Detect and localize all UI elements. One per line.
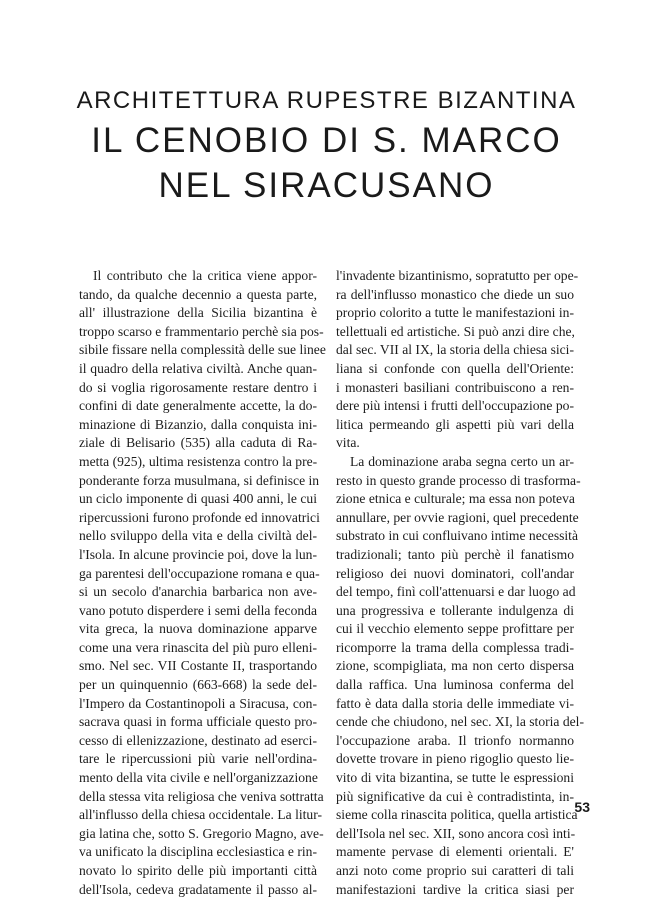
text-line: resto in questo grande processo di trasforma-: [336, 472, 581, 488]
text-line: religioso dei nuovi dominatori, coll'andar: [336, 565, 574, 581]
page-number: 53: [574, 799, 590, 815]
text-line: substrato in cui confluivano intime necessità: [336, 528, 578, 544]
text-line: cende che chiudono, nel sec. XI, la storia del-: [336, 714, 584, 730]
text-column-left: [79, 267, 326, 899]
text-line: Il contributo che la critica viene appor-: [93, 268, 317, 283]
text-line: zione, scompigliata, ma non certo dispersa: [336, 658, 574, 674]
text-line: La dominazione araba segna certo un ar-: [350, 453, 574, 469]
text-line: sacrava quasi in forma ufficiale questo pro-: [79, 714, 317, 730]
text-line: ziale di Belisario (535) alla caduta di Ra-: [79, 435, 317, 451]
text-line: il quadro della relativa civiltà. Anche quan-: [79, 360, 317, 376]
text-line: mento della vita civile e nell'organizzazione: [79, 770, 318, 786]
text-line: ga parentesi dell'occupazione romana e qua-: [79, 565, 320, 581]
text-line: novato lo spirito delle più importanti città: [79, 863, 317, 878]
text-line: dell'Isola nel sec. XII, sono ancora così inti-: [336, 825, 576, 841]
text-line: dovette trovare in pieno rigoglio questo lie-: [336, 751, 574, 767]
text-line: troppo scarso e frammentario perchè sia pos-: [79, 323, 324, 339]
text-line: tando, da qualche decennio a questa parte,: [79, 286, 317, 302]
text-line: zione etnica e culturale; ma essa non poteva: [336, 491, 575, 507]
text-line: nello sviluppo della vita e della civiltà del-: [79, 528, 317, 544]
text-line: gia latina che, sotto S. Gregorio Magno, ave-: [79, 825, 324, 841]
text-line: sibile fissare nella complessità delle sue linee: [79, 342, 326, 358]
text-line: all' illustrazione della Sicilia bizantina è: [79, 305, 317, 321]
text-line: per un quinquennio (663-668) la sede del-: [79, 677, 317, 693]
text-line: metta (925), ultima resistenza contro la pre-: [79, 453, 318, 469]
text-line: do si voglia rigorosamente restare dentro i: [79, 379, 317, 395]
text-line: tradizionali; tanto più perchè il fanatismo: [336, 546, 574, 562]
text-line: proprio colorito a tutte le manifestazioni in-: [336, 305, 574, 321]
text-line: ricomporre la trama della complessa tradi-: [336, 639, 574, 655]
text-line: l'occupazione araba. Il trionfo normanno: [336, 732, 574, 748]
text-line: manifestazioni tardive la critica siasi per: [336, 881, 574, 897]
text-line: i monasteri basiliani contribuiscono a ren-: [336, 379, 574, 395]
text-line: liana si confonde con quella dell'Oriente:: [336, 360, 574, 376]
article-kicker: ARCHITETTURA RUPESTRE BIZANTINA: [76, 87, 577, 114]
text-line: confini di date generalmente accette, la do-: [79, 398, 317, 414]
text-line: ra dell'influsso monastico che diede un suo: [336, 286, 574, 302]
text-line: l'Isola. In alcune provincie poi, dove la lun-: [79, 546, 317, 562]
text-line: si un secolo d'anarchia barbarica non ave-: [79, 584, 317, 600]
text-line: più significative da cui è contradistinta, in-: [336, 788, 574, 804]
text-line: dell'Isola, cedeva gradatamente il passo al-: [79, 881, 317, 897]
text-line: sieme colla rinascita politica, quella artistica: [336, 807, 578, 823]
text-line: smo. Nel sec. VII Costante II, trasportando: [79, 658, 317, 674]
text-line: del tempo, finì coll'attenuarsi e dar luogo ad: [336, 584, 576, 600]
text-line: una progressiva e tollerante indulgenza di: [336, 602, 574, 618]
text-line: ponderante forza musulmana, si definisce in: [79, 472, 320, 488]
text-line: cui il vecchio elemento seppe profittare per: [336, 621, 574, 637]
text-line: vita.: [336, 435, 360, 451]
text-line: dere più intensi i frutti dell'occupazione po-: [336, 398, 574, 414]
text-line: litica permeando gli aspetti più vari della: [336, 416, 574, 432]
text-line: vita greca, la nuova dominazione apparve: [79, 621, 317, 637]
article-title: [0, 118, 653, 208]
text-line: minazione di Bizanzio, dalla conquista ini-: [79, 416, 317, 432]
text-line: vano potuto disperdere i semi della feconda: [79, 602, 317, 618]
text-line: un ciclo imponente di quasi 400 anni, le cui: [79, 491, 317, 507]
text-line: dalla raffica. Una luminosa conferma del: [336, 677, 574, 693]
text-line: l'invadente bizantinismo, sopratutto per ope-: [336, 268, 579, 283]
text-line: ripercussioni furono profonde ed innovatrici: [79, 509, 320, 525]
text-line: dal sec. VII al IX, la storia della chiesa sici-: [336, 342, 574, 358]
article-title-line: NEL SIRACUSANO: [158, 166, 495, 205]
text-line: della stessa vita religiosa che veniva sottratta: [79, 788, 324, 804]
text-line: fatto è data dalla storia delle immediate vi-: [336, 695, 574, 711]
text-line: annullare, per ovvie ragioni, quel precedente: [336, 509, 579, 525]
text-line: va unificato la disciplina ecclesiastica e rin-: [79, 844, 317, 860]
text-line: tellettuali ed artistiche. Si può anzi dire che,: [336, 323, 575, 339]
text-line: vito di vita bizantina, se tutte le espressioni: [336, 770, 574, 786]
text-line: anzi noto come proprio sui caratteri di tali: [336, 863, 574, 878]
text-line: mamente pervase di elementi orientali. E': [336, 844, 574, 860]
text-line: l'Impero da Costantinopoli a Siracusa, con-: [79, 695, 317, 711]
text-line: come una vera rinascita del più puro elleni-: [79, 639, 317, 655]
article-title-line: IL CENOBIO DI S. MARCO: [91, 121, 562, 160]
text-line: all'influsso della chiesa occidentale. La litur-: [79, 807, 322, 823]
text-line: cesso di ellenizzazione, destinato ad eserci-: [79, 732, 317, 748]
text-line: tare le ripercussioni più varie nell'ordina-: [79, 751, 317, 767]
